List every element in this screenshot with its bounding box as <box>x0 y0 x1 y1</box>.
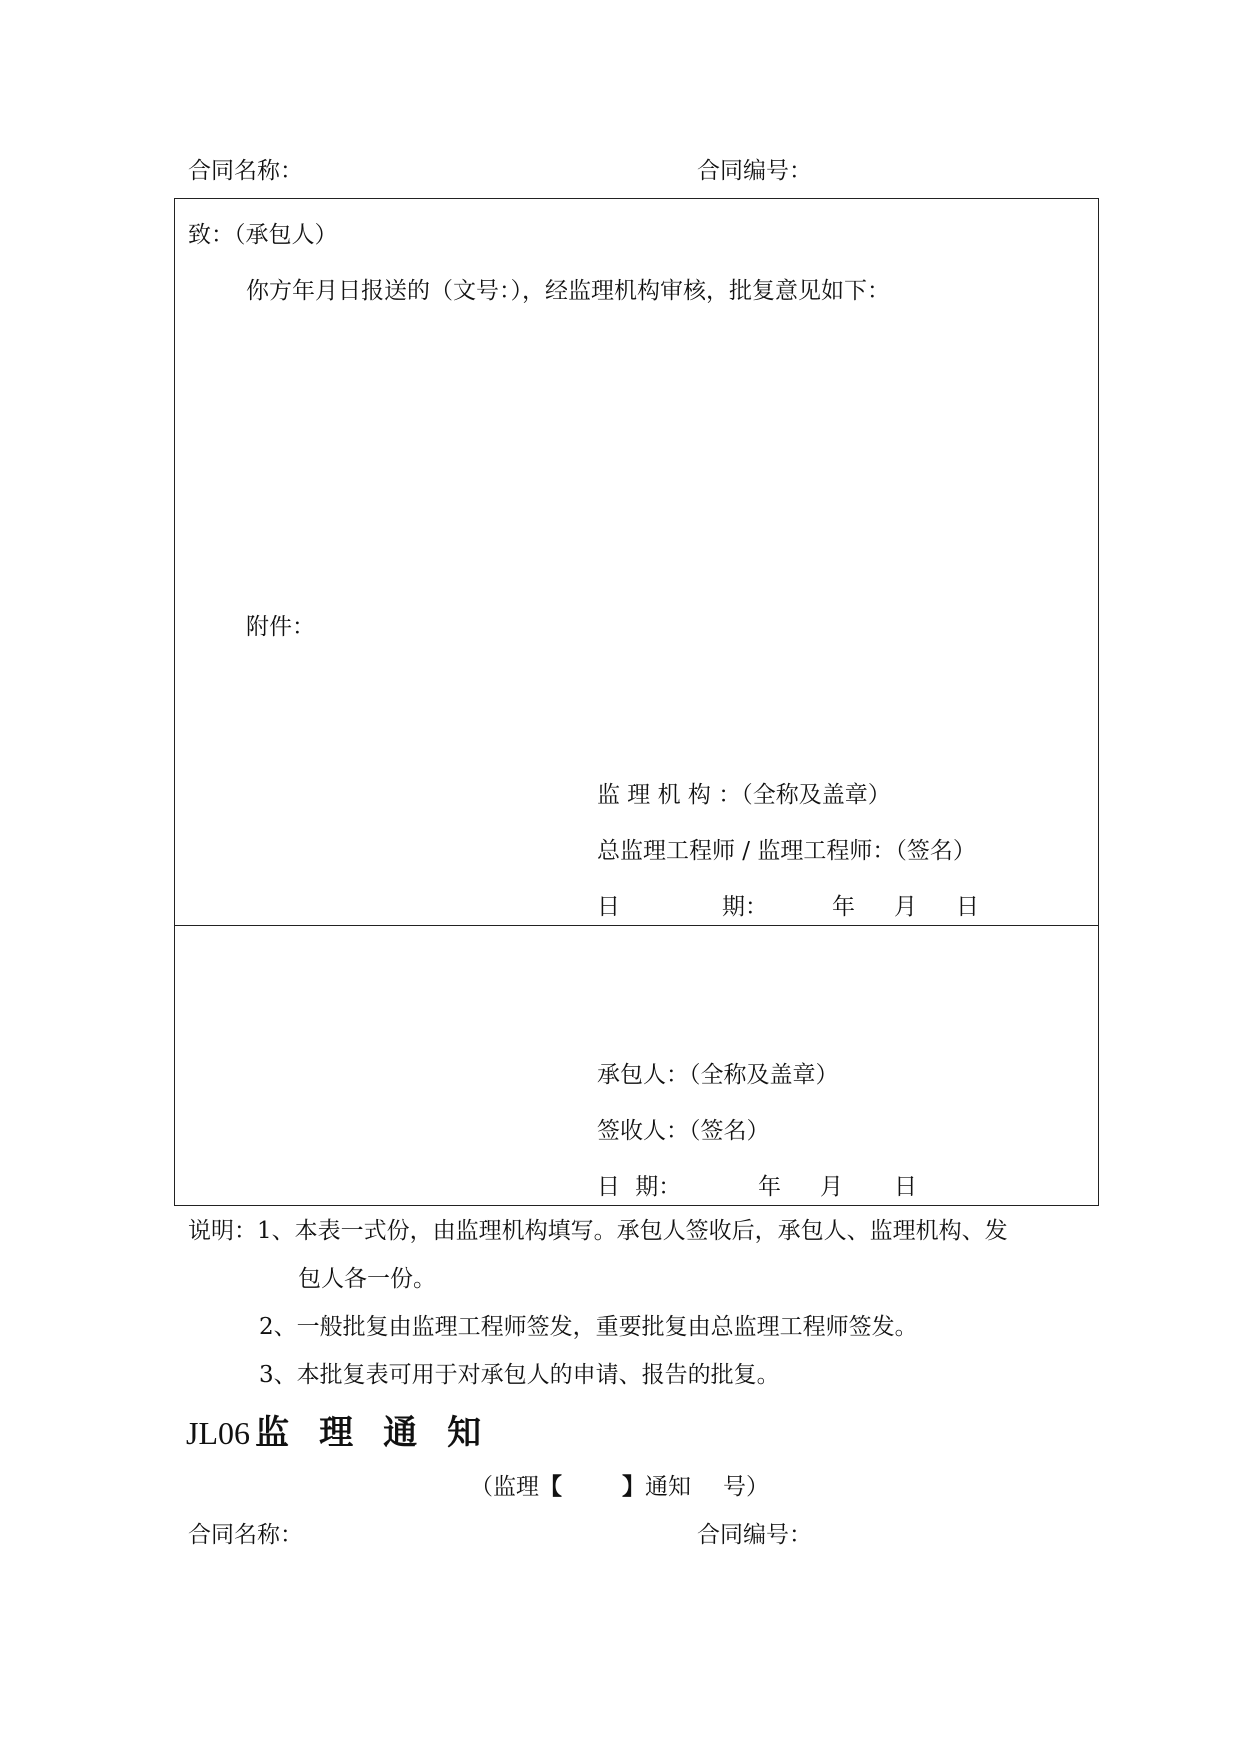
notice-suffix: 号） <box>723 1474 769 1500</box>
notice-prefix: （监理 <box>470 1474 539 1500</box>
form-title: 监理通知 <box>255 1413 512 1453</box>
notice-word: 通知 <box>645 1474 691 1500</box>
date-year: 年 <box>832 894 855 920</box>
next-contract-number-label: 合同编号： <box>697 1522 812 1548</box>
notice-number-line <box>470 1472 769 1502</box>
date-day: 日 <box>956 894 979 920</box>
next-contract-name-label: 合同名称： <box>188 1522 303 1548</box>
date-month: 月 <box>894 894 917 920</box>
supervision-org-line: 监 理 机 构 ：（全称及盖章） <box>597 782 891 808</box>
contract-number-label: 合同编号： <box>697 158 812 184</box>
receipt-date-year: 年 <box>758 1174 781 1200</box>
contract-name-label: 合同名称： <box>188 158 303 184</box>
form-code: JL06 <box>186 1415 250 1451</box>
receipt-date-label: 日 期： <box>597 1174 682 1200</box>
note-1-line-1: 说明：1、本表一式份，由监理机构填写。承包人签收后，承包人、监理机构、发 <box>188 1218 1008 1244</box>
note-1-line-2: 包人各一份。 <box>298 1266 436 1292</box>
approval-form-table <box>174 198 1099 1206</box>
contractor-line: 承包人：（全称及盖章） <box>597 1062 839 1088</box>
addressee-line: 致：（承包人） <box>188 222 338 248</box>
bracket-open: 【 <box>539 1473 562 1500</box>
next-form-heading <box>186 1410 511 1456</box>
attachment-label: 附件： <box>246 614 315 640</box>
note-3: 3、本批复表可用于对承包人的申请、报告的批复。 <box>259 1362 780 1388</box>
receipt-date-day: 日 <box>894 1174 917 1200</box>
signer-line: 签收人：（签名） <box>597 1118 770 1144</box>
form-divider <box>174 925 1099 926</box>
note-2: 2、一般批复由监理工程师签发，重要批复由总监理工程师签发。 <box>259 1314 918 1340</box>
chief-engineer-line: 总监理工程师 / 监理工程师：（签名） <box>597 838 976 864</box>
reply-body-text: 你方年月日报送的（文号：），经监理机构审核，批复意见如下： <box>246 278 890 304</box>
receipt-date-month: 月 <box>820 1174 843 1200</box>
date-label-ri: 日 <box>597 894 620 920</box>
bracket-close: 】 <box>622 1473 645 1500</box>
date-label-qi: 期： <box>722 894 768 920</box>
